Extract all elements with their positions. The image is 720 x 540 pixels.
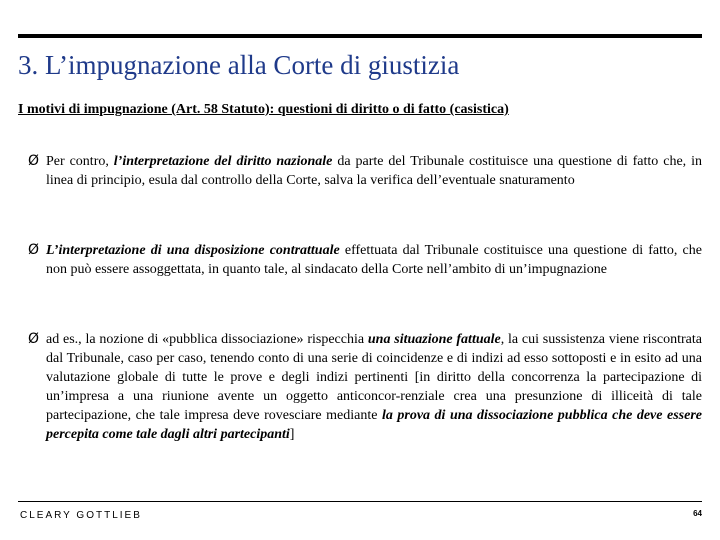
firm-logo: CLEARY GOTTLIEB xyxy=(20,510,142,521)
emphasis-text: una situazione fattuale xyxy=(367,332,501,347)
arrow-bullet-icon: Ø xyxy=(28,331,40,347)
page-number: 64 xyxy=(693,509,702,518)
slide-subtitle: I motivi di impugnazione (Art. 58 Statuto): questioni di diritto o di fatto (casistica) xyxy=(18,102,509,117)
bullet-item xyxy=(28,241,702,279)
arrow-bullet-icon: Ø xyxy=(28,153,40,169)
bullet-text: ad es., la nozione di «pubblica dissociazione» rispecchia una situazione fattuale, la cui sussistenza viene riscontrata dal Tribunale, caso per caso, tenendo conto di una serie di coincidenze e di indizi ad esso sottoposti e in esito ad una valutazione globale di tutte le prove e degli indizi pertinenti [in diritto della concorrenza la partecipazione di un’impresa a una riunione avente un oggetto anticoncor-renziale crea una presunzione di illiceità di tale partecipazione, che tale impresa deve rovesciare mediante la prova di una dissociazione pubblica che deve essere percepita come tale dagli altri partecipanti] xyxy=(46,332,703,442)
bullet-item xyxy=(28,152,702,190)
slide-title: 3. L’impugnazione alla Corte di giustizia xyxy=(18,50,460,80)
emphasis-text: L’interpretazione di una disposizione contrattuale xyxy=(46,243,340,258)
emphasis-text: l’interpretazione del diritto nazionale xyxy=(113,154,333,169)
arrow-bullet-icon: Ø xyxy=(28,242,40,258)
top-rule xyxy=(18,34,702,38)
bullet-text: Per contro, l’interpretazione del diritto nazionale da parte del Tribunale costituisce una questione di fatto che, in linea di principio, esula dal controllo della Corte, salva la verifica dell’eventuale snaturamento xyxy=(46,154,702,188)
bullet-item xyxy=(28,330,702,444)
bullet-text: L’interpretazione di una disposizione contrattuale effettuata dal Tribunale costituisce una questione di fatto, che non può essere assoggettata, in quanto tale, al sindacato della Corte nell’ambito di un’impugnazione xyxy=(46,243,702,277)
bottom-rule xyxy=(18,501,702,502)
emphasis-text: la prova di una dissociazione pubblica che deve essere percepita come tale dagli altri partecipanti xyxy=(46,408,702,442)
